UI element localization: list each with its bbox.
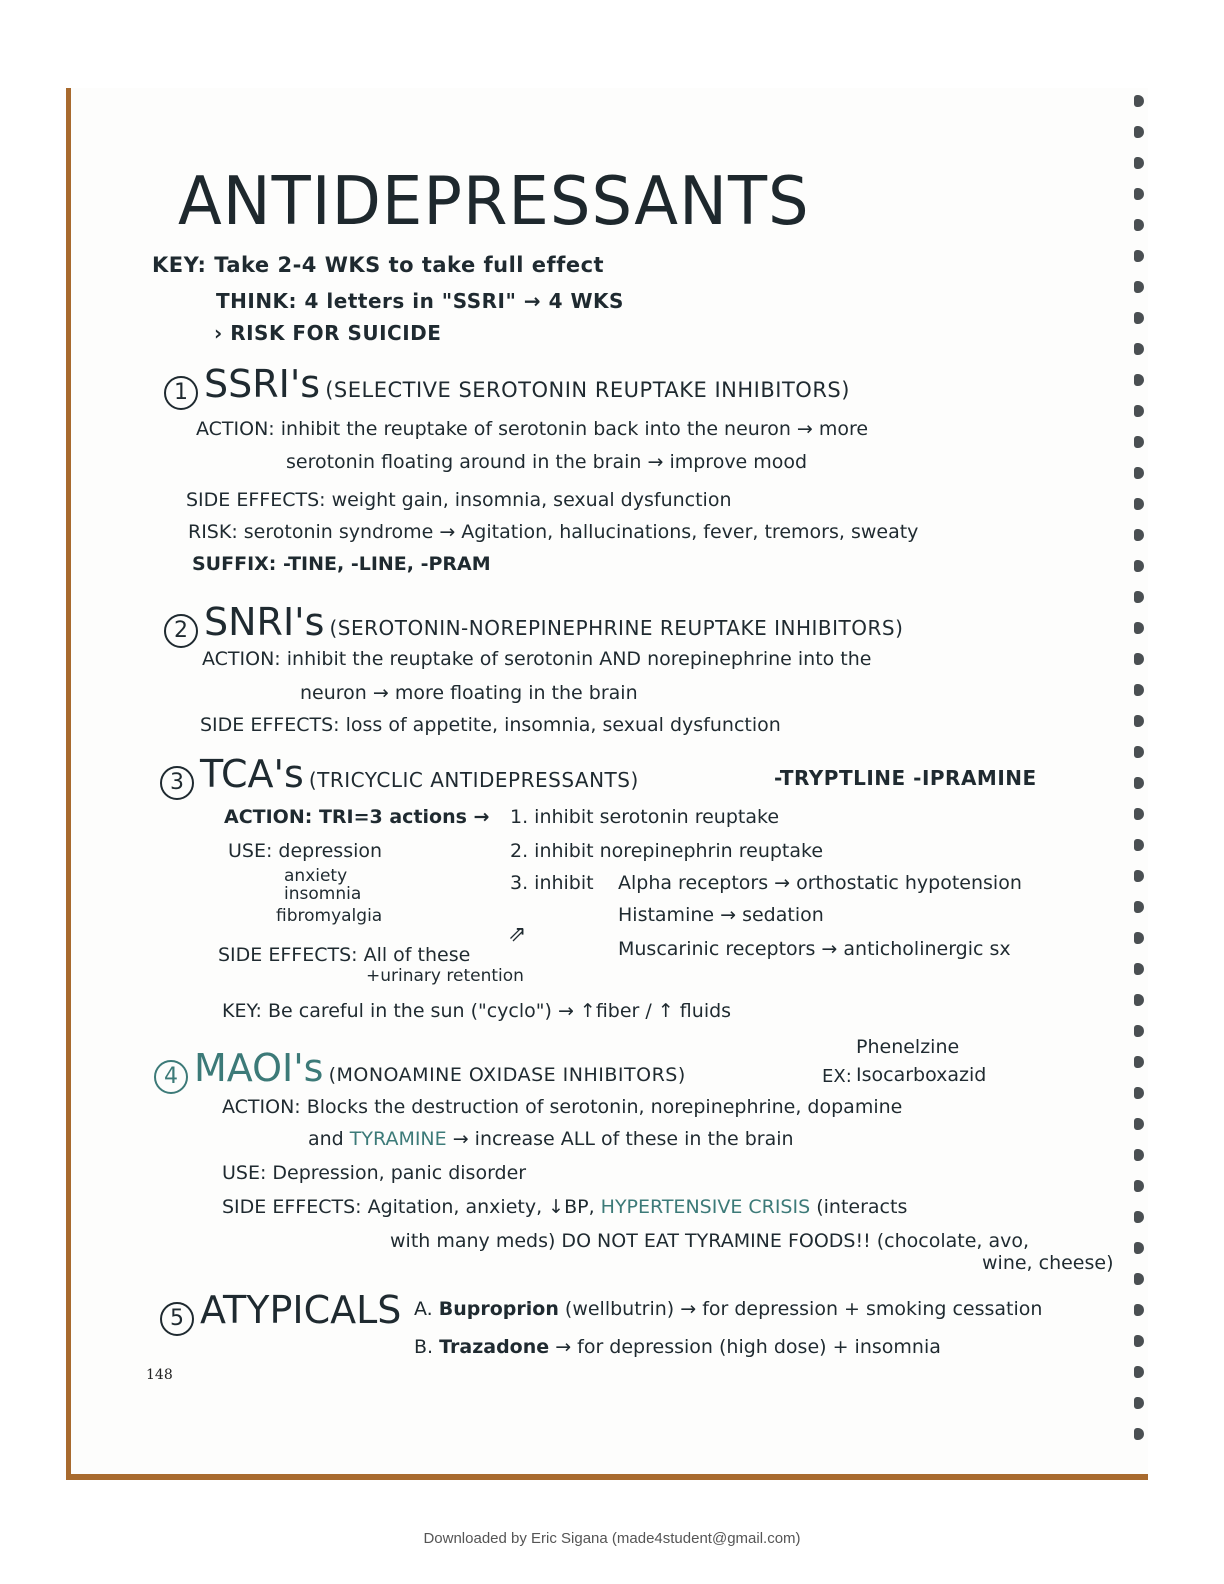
number-circle: 2 <box>164 614 198 648</box>
spiral-ring <box>1134 312 1144 324</box>
spiral-ring <box>1134 1273 1144 1285</box>
atypicals-a-drug: Buproprion <box>438 1298 559 1320</box>
spiral-ring <box>1134 1149 1144 1161</box>
maoi-side-effects-3: wine, cheese) <box>982 1252 1114 1274</box>
spiral-ring <box>1134 684 1144 696</box>
snri-action-1: ACTION: inhibit the reuptake of serotonin AND norepinephrine into the <box>202 648 872 670</box>
maoi-action-2 <box>308 1128 794 1150</box>
tca-full-name: (TRICYCLIC ANTIDEPRESSANTS) <box>308 768 639 792</box>
spiral-ring <box>1134 374 1144 386</box>
maoi-side-effects-2: with many meds) DO NOT EAT TYRAMINE FOODS!! (chocolate, avo, <box>390 1230 1030 1252</box>
atypicals-b-drug: Trazadone <box>439 1336 550 1358</box>
ssri-suffix: SUFFIX: -TINE, -LINE, -PRAM <box>192 553 491 575</box>
spiral-ring <box>1134 157 1144 169</box>
spiral-ring <box>1134 839 1144 851</box>
ssri-side-effects: SIDE EFFECTS: weight gain, insomnia, sexual dysfunction <box>186 489 732 511</box>
download-footer: Downloaded by Eric Sigana (made4student@gmail.com) <box>423 1530 801 1547</box>
maoi-tyramine: TYRAMINE <box>349 1128 447 1150</box>
key-line-3: › RISK FOR SUICIDE <box>214 321 442 345</box>
number-circle: 1 <box>164 376 198 410</box>
tca-action-1: 1. inhibit serotonin reuptake <box>510 806 780 828</box>
tca-use-2: anxiety <box>284 866 348 886</box>
spiral-ring <box>1134 1335 1144 1347</box>
spiral-ring <box>1134 219 1144 231</box>
number-circle: 4 <box>154 1060 188 1094</box>
snri-name: SNRI's <box>204 600 325 644</box>
atypicals-b <box>414 1336 941 1358</box>
maoi-heading <box>154 1046 686 1094</box>
atypicals-b-label: B. <box>414 1336 434 1358</box>
tca-action-label: ACTION: TRI=3 actions → <box>224 806 490 828</box>
atypicals-a-rest: (wellbutrin) → for depression + smoking cessation <box>564 1298 1043 1320</box>
ssri-action-1: ACTION: inhibit the reuptake of serotonin back into the neuron → more <box>196 418 869 440</box>
atypicals-name: ATYPICALS <box>200 1288 402 1332</box>
spiral-ring <box>1134 560 1144 572</box>
spiral-ring <box>1134 405 1144 417</box>
page-number: 148 <box>146 1367 173 1383</box>
spiral-ring <box>1134 932 1144 944</box>
spiral-ring <box>1134 529 1144 541</box>
spiral-ring <box>1134 498 1144 510</box>
tca-action-3b: Histamine → sedation <box>618 904 824 926</box>
spiral-ring <box>1134 436 1144 448</box>
tca-heading <box>160 752 639 800</box>
ssri-risk: RISK: serotonin syndrome → Agitation, hallucinations, fever, tremors, sweaty <box>188 521 919 543</box>
spiral-ring <box>1134 901 1144 913</box>
key-line-2: THINK: 4 letters in "SSRI" → 4 WKS <box>216 289 624 313</box>
tca-side-effects: SIDE EFFECTS: All of these <box>218 944 471 966</box>
snri-side-effects: SIDE EFFECTS: loss of appetite, insomnia, sexual dysfunction <box>200 714 781 736</box>
maoi-example-2: Isocarboxazid <box>856 1064 987 1086</box>
spiral-binding <box>1134 95 1148 1465</box>
tca-action-3c: Muscarinic receptors → anticholinergic sx <box>618 938 1011 960</box>
spiral-ring <box>1134 653 1144 665</box>
tca-side-effects-2: +urinary retention <box>366 966 524 986</box>
maoi-name: MAOI's <box>194 1046 324 1090</box>
tca-suffix: -TRYPTLINE -IPRAMINE <box>774 766 1037 790</box>
ssri-full-name: (SELECTIVE SEROTONIN REUPTAKE INHIBITORS) <box>325 378 850 402</box>
spiral-ring <box>1134 467 1144 479</box>
spiral-ring <box>1134 1211 1144 1223</box>
spiral-ring <box>1134 715 1144 727</box>
atypicals-a <box>414 1298 1042 1320</box>
spiral-ring <box>1134 1087 1144 1099</box>
spiral-ring <box>1134 281 1144 293</box>
ssri-heading <box>164 362 850 410</box>
maoi-action-2a: and <box>308 1128 344 1150</box>
spiral-ring <box>1134 1304 1144 1316</box>
spiral-ring <box>1134 95 1144 107</box>
maoi-side-1c: (interacts <box>816 1196 908 1218</box>
spiral-ring <box>1134 250 1144 262</box>
maoi-ex-label: EX: <box>822 1066 852 1087</box>
spiral-ring <box>1134 188 1144 200</box>
tca-use-4: fibromyalgia <box>276 906 383 926</box>
maoi-hypertensive-crisis: HYPERTENSIVE CRISIS <box>600 1196 811 1218</box>
number-circle: 3 <box>160 766 194 800</box>
atypicals-b-rest: → for depression (high dose) + insomnia <box>555 1336 941 1358</box>
spiral-ring <box>1134 1366 1144 1378</box>
tca-use-3: insomnia <box>284 884 362 904</box>
spiral-ring <box>1134 1428 1144 1440</box>
ssri-name: SSRI's <box>204 362 321 406</box>
spiral-ring <box>1134 1025 1144 1037</box>
number-circle: 5 <box>160 1302 194 1336</box>
spiral-ring <box>1134 622 1144 634</box>
tca-action-2: 2. inhibit norepinephrin reuptake <box>510 840 824 862</box>
spiral-ring <box>1134 963 1144 975</box>
snri-heading <box>164 600 903 648</box>
maoi-action-2c: → increase ALL of these in the brain <box>452 1128 794 1150</box>
arrow-icon: ⇗ <box>508 922 527 947</box>
spiral-ring <box>1134 126 1144 138</box>
spiral-ring <box>1134 1056 1144 1068</box>
snri-full-name: (SEROTONIN-NOREPINEPHRINE REUPTAKE INHIBITORS) <box>329 616 904 640</box>
maoi-side-1a: SIDE EFFECTS: Agitation, anxiety, ↓BP, <box>222 1196 595 1218</box>
tca-use-label: USE: depression <box>228 840 383 862</box>
maoi-side-effects-1 <box>222 1196 907 1218</box>
spiral-ring <box>1134 808 1144 820</box>
maoi-example-1: Phenelzine <box>856 1036 960 1058</box>
spiral-ring <box>1134 343 1144 355</box>
spiral-ring <box>1134 591 1144 603</box>
maoi-full-name: (MONOAMINE OXIDASE INHIBITORS) <box>328 1064 686 1086</box>
spiral-ring <box>1134 1397 1144 1409</box>
tca-name: TCA's <box>200 752 304 796</box>
maoi-action-1: ACTION: Blocks the destruction of serotonin, norepinephrine, dopamine <box>222 1096 903 1118</box>
tca-action-3: 3. inhibit <box>510 872 594 894</box>
spiral-ring <box>1134 1180 1144 1192</box>
tca-action-3a: Alpha receptors → orthostatic hypotension <box>618 872 1022 894</box>
spiral-ring <box>1134 746 1144 758</box>
tca-key: KEY: Be careful in the sun ("cyclo") → ↑fiber / ↑ fluids <box>222 1000 732 1022</box>
spiral-ring <box>1134 777 1144 789</box>
atypicals-a-label: A. <box>414 1298 433 1320</box>
atypicals-heading <box>160 1288 401 1336</box>
spiral-ring <box>1134 994 1144 1006</box>
spiral-ring <box>1134 1242 1144 1254</box>
spiral-ring <box>1134 870 1144 882</box>
snri-action-2: neuron → more floating in the brain <box>300 682 638 704</box>
maoi-use: USE: Depression, panic disorder <box>222 1162 527 1184</box>
page-title: ANTIDEPRESSANTS <box>178 163 810 241</box>
key-line-1: KEY: Take 2-4 WKS to take full effect <box>152 253 605 277</box>
spiral-ring <box>1134 1118 1144 1130</box>
ssri-action-2: serotonin floating around in the brain → improve mood <box>286 451 808 473</box>
